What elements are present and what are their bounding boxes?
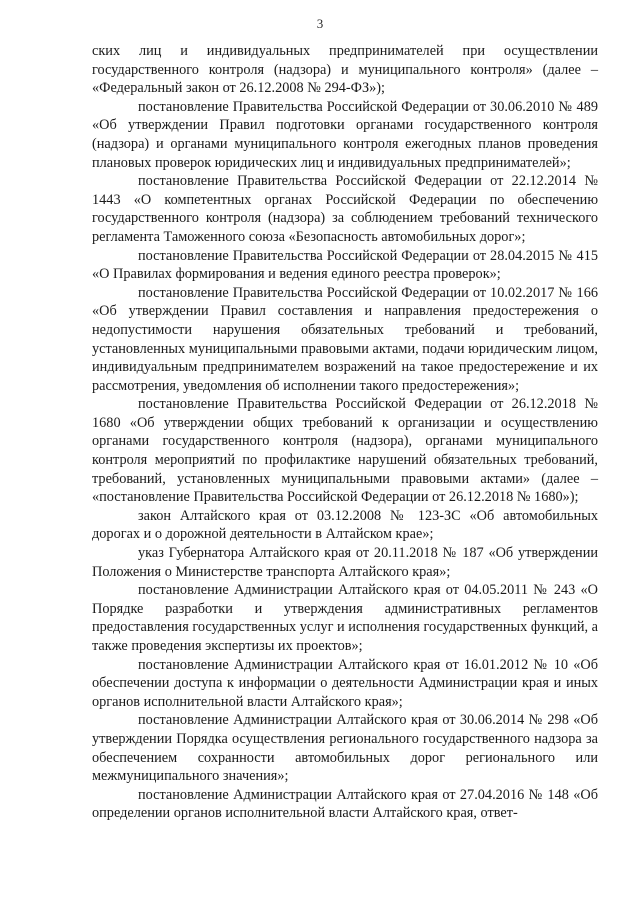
paragraph-decree-187: указ Губернатора Алтайского края от 20.11.2018 № 187 «Об утверждении Положения о Министерстве транспорта Алтайского края»;: [92, 545, 598, 580]
paragraph-law-123zs: закон Алтайского края от 03.12.2008 № 123-ЗС «Об автомобильных дорогах и о дорожной деятельности в Алтайском крае»;: [92, 507, 598, 543]
paragraph-resolution-489: постановление Правительства Российской Федерации от 30.06.2010 № 489 «Об утверждении Правил подготовки органами государственного контроля (надзора) и органами муниципального контроля ежегодных планов проведения плановых проверок юридических лиц и индивидуальных предпринимателей»;: [92, 98, 598, 171]
paragraph-resolution-1680: постановление Правительства Российской Федерации от 26.12.2018 № 1680 «Об утверждении общих требований к организации и осуществлению органами государственного контроля (надзора), органами муниципального контроля мероприятий по профилактике нарушений обязательных требований, требований, установленных муниципальными правовыми актами» (далее – «постановление Правительства Российской Федерации от 26.12.2018 № 1680»);: [92, 396, 598, 506]
page-number: 3: [316, 16, 324, 31]
paragraph-resolution-166: постановление Правительства Российской Федерации от 10.02.2017 № 166 «Об утверждении Правил составления и направления предостережения о недопустимости нарушения обязательных требований и требований, установленных муниципальными правовыми актами, подачи юридическим лицом, индивидуальным предпринимателем возражений на такое предостережение и их рассмотрения, уведомления об исполнении такого предостережения»;: [92, 284, 598, 394]
paragraph-resolution-1443: постановление Правительства Российской Федерации от 22.12.2014 № 1443 «О компетентных органах Российской Федерации по обеспечению государственного контроля (надзора) за соблюдением требований технического регламента Таможенного союза «Безопасность автомобильных дорог»;: [92, 173, 598, 245]
document-body: [92, 42, 598, 823]
paragraph-continuation: ских лиц и индивидуальных предпринимателей при осуществлении государственного контроля (надзора) и муниципального контроля» (далее – «Федеральный закон от 26.12.2008 № 294-ФЗ»);: [92, 43, 598, 97]
paragraph-resolution-298: постановление Администрации Алтайского края от 30.06.2014 № 298 «Об утверждении Порядка осуществления регионального государственного надзора за обеспечением сохранности автомобильных дорог регионального или межмуниципального значения»;: [92, 712, 598, 785]
paragraph-resolution-148: постановление Администрации Алтайского края от 27.04.2016 № 148 «Об определении органов исполнительной власти Алтайского края, ответ-: [92, 786, 598, 822]
paragraph-resolution-243: постановление Администрации Алтайского края от 04.05.2011 № 243 «О Порядке разработки и утверждения административных регламентов предоставления государственных услуг и исполнения государственных функций, а также проведения экспертизы их проектов»;: [92, 582, 598, 654]
paragraph-resolution-10: постановление Администрации Алтайского края от 16.01.2012 № 10 «Об обеспечении доступа к информации о деятельности Администрации края и иных органов исполнительной власти Алтайского края»;: [92, 656, 598, 710]
paragraph-resolution-415: постановление Правительства Российской Федерации от 28.04.2015 № 415 «О Правилах формирования и ведения единого реестра проверок»;: [92, 247, 598, 283]
